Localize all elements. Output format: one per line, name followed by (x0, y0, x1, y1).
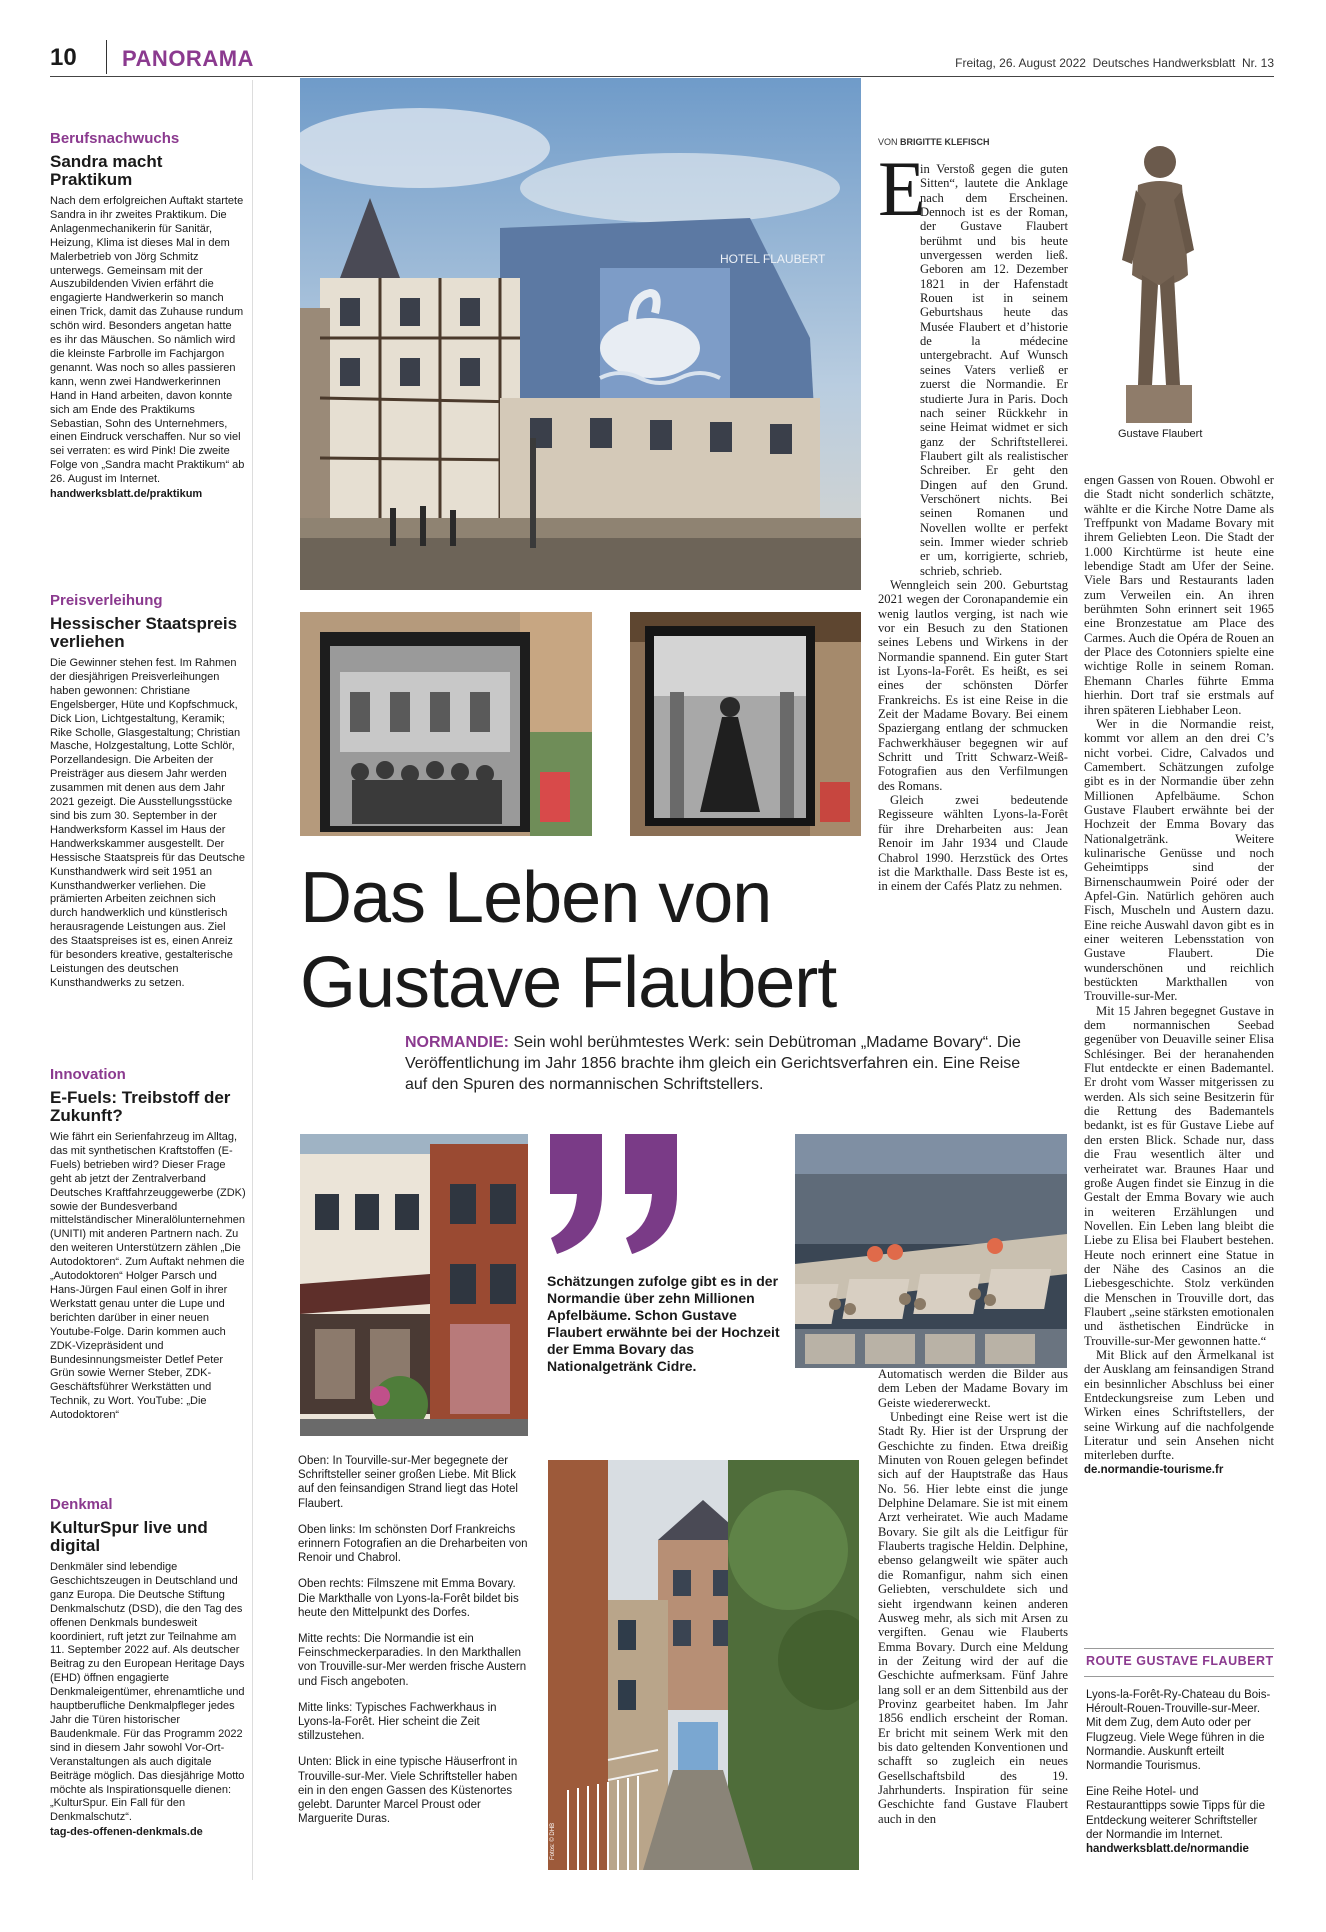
route-link[interactable]: handwerksblatt.de/normandie (1086, 1843, 1249, 1856)
sidebar-kicker: Denkmal (50, 1496, 113, 1513)
article-column-3 (878, 1367, 1068, 1826)
sidebar-link[interactable]: handwerksblatt.de/praktikum (50, 488, 203, 501)
article-paragraph: in Verstoß gegen die guten Sitten“, lautete die Anklage nach dem Erscheinen. Dennoch ist es der Roman, der Gustave Flaubert berühmt und bis heute unvergessen werden ließ. Geboren am 12. Dezember 1821 in der Hafenstadt Rouen ist in seinem Geburtshaus heute das Musée Flaubert et d’historie de la médecine untergebracht. Auf Wunsch seines Vaters verließ er zuerst die Normandie. Er studierte Jura in Paris. Doch nach seiner Rückkehr in seine Heimat widmet er sich ganz der Schriftstellerei. Flaubert gilt als realistischer Schreiber. Er geht den Dingen auf den Grund. Verschönert nichts. Bei seinen Romanen und Novellen wollte er perfekt sein. Immer wieder schrieb er um, korrigierte, schrieb, schrieb, schrieb. (920, 162, 1068, 578)
drop-cap: E (878, 145, 926, 232)
photo-trouville-alley (548, 1460, 859, 1870)
route-title: ROUTE GUSTAVE FLAUBERT (1086, 1654, 1274, 1668)
sidebar-kicker: Preisverleihung (50, 592, 163, 609)
route-paragraph: Eine Reihe Hotel- und Restauranttipps sowie Tipps für die Entdeckung weiterer Schriftsteller der Normandie im Internet. (1086, 1786, 1265, 1841)
photo-credit: Fotos: © DHB (550, 1822, 556, 1860)
article-paragraph: Automatisch werden die Bilder aus dem Leben der Madame Bovary im Geiste wiedererweckt. (878, 1367, 1068, 1410)
photo-flaubert-statue (1108, 140, 1208, 425)
route-rule-bottom (1084, 1676, 1274, 1677)
article-paragraph: Wenngleich sein 200. Geburtstag 2021 wegen der Coronapandemie ein wenig lautlos verging, ist nach wie vor ein Besuch zu den Stationen seines Lebens und Wirkens in der Normandie spannend. Ein guter Start ist Lyons-la-Forêt. Es heißt, es sei eines der schönsten Dörfer Frankreichs. Es ist eine Reise in die Zeit der Madame Bovary. Bei einem Spaziergang entlang der schmucken Fachwerkhäuser begegnen wir auf Schritt und Tritt Schwarz-Weiß-Fotografien aus den Verfilmungen des Romans. (878, 577, 1068, 793)
route-paragraph: Lyons-la-Forêt-Ry-Chateau du Bois-Héroult-Rouen-Trouville-sur-Meer. Mit dem Zug, dem Auto oder per Flugzeug. Viele Wege führen in die Normandie. Auskunft erteilt Normandie Tourismus. (1086, 1689, 1271, 1773)
page-number: 10 (50, 44, 77, 71)
sidebar-title: KulturSpur live und digital (50, 1518, 208, 1555)
article-column-1 (878, 162, 1068, 894)
photo-hotel-flaubert (300, 78, 861, 590)
sidebar-link[interactable]: tag-des-offenen-denkmals.de (50, 1826, 203, 1839)
sidebar-body: Nach dem erfolgreichen Auftakt startete Sandra in ihr zweites Praktikum. Die Anlagenmechanikerin für Sanitär, Heizung, Klima ist dieses Mal in dem Malerbetrieb von Jörg Schmitz unterwegs. Gemeinsam mit der Auszubildenden Vivien erfährt die engagierte Handwerkerin so manch einen Trick, damit das Zuhause rundum schön wird. Besonders angetan hatte es ihr das Mäuschen. So nämlich wird die kleinste Farbrolle im Fachjargon genannt. Was noch so alles passieren kann, wenn zwei Handwerkerinnen Hand in Hand arbeiten, davon konnte sich am Ende des Praktikums Sebastian, Sohn des Unternehmers, einen Eindruck verschaffen. Nur so viel sei verraten: es wird Pink! Die zweite Folge von „Sandra macht Praktikum“ ab 26. August im Internet. (50, 195, 245, 486)
issue-info: Freitag, 26. August 2022 Deutsches Handwerksblatt Nr. 13 (955, 56, 1274, 70)
caption-middle-right: Mitte rechts: Die Normandie ist ein Feinschmeckerparadies. In den Markthallen von Trouville-sur-Mer werden frische Austern und Fisch angeboten. (298, 1633, 527, 1688)
sidebar-title: E-Fuels: Treibstoff der Zukunft? (50, 1088, 231, 1125)
article-paragraph: Gleich zwei bedeutende Regisseure wählten Lyons-la-Forêt für ihre Dreharbeiten aus: Jean Renoir im Jahr 1934 und Claude Chabrol 1990. Herzstück des Ortes ist die Markthalle. Dass Beste ist es, in einem der Cafés Platz zu nehmen. (878, 793, 1068, 894)
byline: VON BRIGITTE KLEFISCH (878, 137, 990, 147)
sidebar-body: Wie fährt ein Serienfahrzeug im Alltag, das mit synthetischen Kraftstoffen (E-Fuels) betrieben wird? Dieser Frage geht ab jetzt der Zentralverband Deutsches Kraftfahrzeuggewerbe (ZDK) sowie der Bundesverband mittelständischer Mineralölunternehmen (UNITI) mit anderen Partnern nach. Zu den weiteren Unterstützern zählen „Die Autodoktoren“. Zum Auftakt nehmen die „Autodoktoren“ Holger Parsch und Hans-Jürgen Faul einen Golf in ihrer Werkstatt genau unter die Lupe und berichten darüber in einer neuen Youtube-Folge. Darin kommen auch ZDK-Vizepräsident und Bundesinnungsmeister Detlef Peter Grün sowie Werner Steber, ZDK-Geschäftsführer Werkstätten und Technik, zu Wort. YouTube: „Die Autodoktoren“ (50, 1131, 246, 1422)
sidebar-title: Hessischer Staatspreis verliehen (50, 614, 238, 651)
lead-text: Sein wohl berühmtestes Werk: sein Debütroman „Madame Bovary“. Die Veröffentlichung im Jahr 1856 brachte ihm gleich ein Gerichtsverfahren ein. Eine Reise auf den Spuren des normannischen Schriftstellers. (405, 1034, 1021, 1093)
article-paragraph: engen Gassen von Rouen. Obwohl er die Stadt nicht sonderlich schätzte, wählte er die Kirche Notre Dame als Treffpunkt von Madame Bovary mit ihrem Geliebten Leon. Die Stadt der 1.000 Kirchtürme ist heute eine lebendige Stadt am Ufer der Seine. Viele Bars und Restaurants laden zum Verweilen ein. An ihren berühmten Sohn erinnert seit 1965 eine Bronzestatue am Place des Carmes. Auch die Opéra de Rouen an der Place des Cotonniers spielte eine wichtige Rolle in seinem Roman. Ehemann Charles führte Emma hierhin. Dort traf sie erstmals auf ihren späteren Liebhaber Leon. (1084, 473, 1274, 717)
article-column-2 (1084, 473, 1274, 1477)
photo-emma-bovary-scene (630, 612, 861, 836)
caption-middle-left: Mitte links: Typisches Fachwerkhaus in Lyons-la-Forêt. Hier scheint die Zeit stillzustehen. (298, 1701, 497, 1743)
article-paragraph: Mit 15 Jahren begegnet Gustave in dem normannischen Seebad gegenüber von Deuaville seiner Elisa Schlésinger. Bei der heranahenden Flut entdeckte er einen Bademantel. Er droht vom Wasser mitgerissen zu werden. Als sich seine Besitzerin für die Rettung des Bademantels bedankt, ist es für Gustave Liebe auf den ersten Blick. Schade nur, dass die Frau wesentlich älter und verheiratet war. Braunes Haar und große Augen findet sie Einzug in die Gestalt der Emma Bovary wie auch in weiteren Erzählungen und Novellen. Ein Leben lang bleibt die Liebe zu Elisa bei Flaubert bestehen. Heute noch erinnert eine Statue in der Nähe des Casinos an die Liebesgeschichte. Stolz verkünden die Menschen in Trouville dort, das Flaubert „seine stärksten emotionalen und ästhetischen Eindrücke in Trouville-sur-Mer gewonnen hatte.“ (1084, 1003, 1274, 1348)
author-name: BRIGITTE KLEFISCH (900, 137, 990, 147)
article-paragraph: Unbedingt eine Reise wert ist die Stadt Ry. Hier ist der Ursprung der Geschichte zu finden. Etwa dreißig Minuten von Rouen gelegen befindet sich auf der Hauptstraße das Haus No. 56. Hier lebte einst die junge Delphine Delamare. Sie ist mit einem Arzt verheiratet. Wie auch Madame Bovary. Sie gilt als die Leitfigur für Flauberts tragische Heldin. Delphine, ebenso gelangweilt wie später auch die Romanfigur, nahm sich einen Geliebten, verschuldete sich und sieht irgendwann keinen anderen Ausweg mehr, als sich mit Arsen zu vergiften. Genau wie Flauberts Emma Bovary. Durch eine Meldung in der Zeitung wird der auf die Geschichte aufmerksam. Fünf Jahre lang soll er an dem Sittenbild aus der Provinz gearbeitet haben. Im Jahr 1856 endlich erscheint der Roman. Er bricht mit seinem Werk mit den bis dato geltenden Konventionen und schafft so zugleich ein neues Gesellschaftsbild des 19. Jahrhunderts. Inspiration für seine Geschichte fand Gustave Flaubert auch in den (878, 1410, 1068, 1826)
photo-fish-market (795, 1134, 1067, 1368)
section-label: PANORAMA (122, 46, 254, 71)
sidebar-divider (252, 80, 253, 1880)
caption-top-left: Oben links: Im schönsten Dorf Frankreichs erinnern Fotografien an die Dreharbeiten von Renoir und Chabrol. (298, 1523, 528, 1565)
lead-kicker: NORMANDIE: (405, 1034, 509, 1051)
sidebar-article-denkmal (50, 1496, 246, 1839)
pull-quote: Schätzungen zufolge gibt es in der Normandie über zehn Millionen Apfelbäume. Schon Gustave Flaubert erwähnte bei der Hochzeit der Emma Bovary das Nationalgetränk Cidre. (547, 1273, 780, 1374)
article-paragraph: Wer in die Normandie reist, kommt vor allem an den drei C’s nicht vorbei. Cidre, Calvados und Camembert. Schätzungen zufolge gibt es in der Normandie über zehn Millionen Apfelbäume. Schon Gustave Flaubert erwähnte bei der Hochzeit der Emma Bovary das Nationalgetränk. Weitere kulinarische Genüsse und noch Geheimtipps sind der Birnenschaumwein Poiré oder der Apfel-Gin. Natürlich gehören auch Fisch, Muscheln und Austern dazu. Eine reiche Auswahl davon gibt es in einer weiteren Lebensstation von Gustave Flaubert. Die wunderschönen und reichlich bestückten Markthallen von Trouville-sur-Mer. (1084, 716, 1274, 1004)
sidebar-article-praktikum (50, 130, 246, 501)
photo-timber-house (300, 1134, 528, 1436)
photo-captions (298, 1454, 528, 1838)
caption-bottom: Unten: Blick in eine typische Häuserfront in Trouville-sur-Mer. Viele Schriftsteller haben ein in den engen Gassen des Küstenortes gelebt. Darunter Marcel Proust oder Marguerite Duras. (298, 1756, 518, 1826)
hotel-sign: HOTEL FLAUBERT (720, 252, 826, 266)
article-paragraph: Mit Blick auf den Ärmelkanal ist der Ausklang am feinsandigen Strand ein besinnlicher Abschluss bei einer Entdeckungsreise zum Leben und Wirken eines Schriftstellers, der seine Wirkung auf die nachfolgende Literatur und sein Ansehen nicht miterleben durfte. (1084, 1347, 1274, 1463)
sidebar-body: Denkmäler sind lebendige Geschichtszeugen in Deutschland und ganz Europa. Die Deutsche Stiftung Denkmalschutz (DSD), die den Tag des offenen Denkmals bundesweit koordiniert, ruft jetzt zur Teilnahme am 11. September 2022 auf. Als deutscher Beitrag zu den European Heritage Days (EHD) öffnen engagierte Denkmaleigentümer, ehrenamtliche und hauptberufliche Denkmalpfleger jedes Jahr die Türen historischer Baudenkmale. Für das Programm 2022 sind in diesem Jahr sowohl Vor-Ort-Veranstaltungen als auch digitale Beiträge möglich. Das diesjährige Motto möchte als Inspirationsquelle dienen: „KulturSpur. Ein Fall für den Denkmalschutz“. (50, 1561, 245, 1824)
caption-top-right: Oben rechts: Filmszene mit Emma Bovary. Die Markthalle von Lyons-la-Forêt bildet bis heute den Mittelpunkt des Dorfes. (298, 1578, 519, 1619)
article-lead (405, 1032, 1045, 1095)
sidebar-article-staatspreis (50, 592, 246, 991)
header-divider (106, 40, 107, 74)
sidebar-kicker: Berufsnachwuchs (50, 130, 180, 147)
quote-mark-icon (545, 1134, 685, 1254)
statue-caption: Gustave Flaubert (1118, 428, 1203, 440)
caption-top: Oben: In Tourville-sur-Mer begegnete der Schriftsteller seiner großen Liebe. Mit Blick auf den feinsandigen Strand liegt das Hotel Flaubert. (298, 1455, 518, 1510)
sidebar-kicker: Innovation (50, 1066, 126, 1083)
photo-lyons-film-stills (300, 612, 592, 836)
route-info-box (1086, 1688, 1276, 1856)
header-rule (50, 76, 1274, 77)
article-link[interactable]: de.normandie-tourisme.fr (1084, 1463, 1224, 1476)
route-rule-top (1084, 1648, 1274, 1649)
sidebar-title: Sandra macht Praktikum (50, 152, 163, 189)
article-headline: Das Leben von Gustave Flaubert (300, 858, 837, 1023)
sidebar-body: Die Gewinner stehen fest. Im Rahmen der diesjährigen Preisverleihungen haben gewonnen: Christiane Engelsberger, Hüte und Kopfschmuck, Dick Lion, Lichtgestaltung, Keramik; Rike Scholle, Glasgestaltung; Christian Masche, Holzgestaltung, Lotte Schlör, Porzellandesign. Die Arbeiten der Preisträger aus diesem Jahr werden zusammen mit denen aus dem Jahr 2021 gezeigt. Die Ausstellungsstücke sind bis zum 30. September in der Handwerksform Kassel im Haus der Handwerkskammer ausgestellt. Der Hessische Staatspreis für das Deutsche Kunsthandwerk wird seit 1951 an Kunsthandwerker verliehen. Die prämierten Arbeiten zeichnen sich durch handwerklich und künstlerisch herausragende Leistungen aus. Ziel des Staatspreises ist es, einen Anreiz für besonders kreative, gestalterische Leistungen des deutschen Kunsthandwerks zu setzen. (50, 657, 246, 989)
sidebar-article-efuels (50, 1066, 246, 1423)
